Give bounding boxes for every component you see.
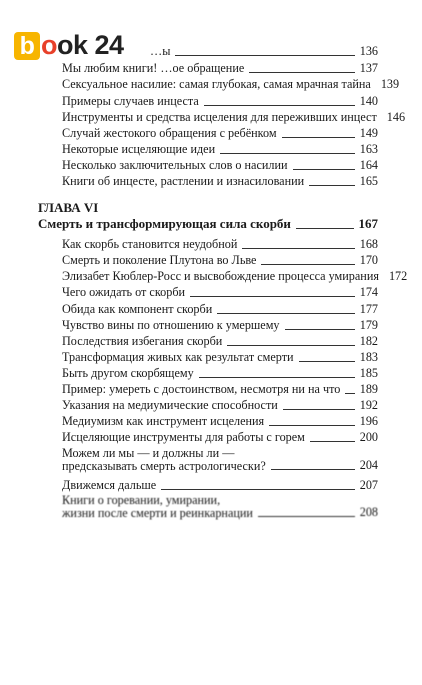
leader-line <box>309 185 355 186</box>
toc-entry-title-line1: Книги о горевании, умирании, <box>62 493 221 507</box>
toc-entry-title: Смерть и поколение Плутона во Льве <box>62 253 257 267</box>
toc-entry-page: 164 <box>359 158 378 172</box>
toc-entry-title: Книги об инцесте, растлении и изнасиловании <box>62 174 305 188</box>
toc-entry-multiline <box>62 494 378 520</box>
toc-entry-title <box>62 494 253 520</box>
toc-entry <box>62 61 378 76</box>
toc-entry-page: 183 <box>359 350 378 364</box>
toc-entry <box>62 478 378 493</box>
toc-entry <box>62 110 406 125</box>
toc-entry-title-line2: жизни после смерти и реинкарнации <box>62 506 253 520</box>
toc-entry-title-line2: предсказывать смерть астрологически? <box>62 459 266 473</box>
toc-entry-page: 140 <box>359 94 378 108</box>
toc-entry <box>62 350 378 365</box>
toc-entry-title: Чувство вины по отношению к умершему <box>62 318 280 332</box>
toc-entry <box>62 174 378 189</box>
toc-entry <box>62 430 378 445</box>
toc-entry-title-line1: Можем ли мы — и должны ли — <box>62 446 235 460</box>
logo-text: ok 24 <box>57 30 124 60</box>
toc-entry <box>62 237 378 252</box>
toc-entry-title <box>62 447 266 473</box>
toc-entry-title: Пример: умереть с достоинством, несмотря ни на что <box>62 382 341 396</box>
logo-b-icon: b <box>14 32 40 60</box>
toc-entry-page: 182 <box>359 334 378 348</box>
toc-entry-title: Трансформация живых как результат смерти <box>62 350 294 364</box>
toc-entry-page: 204 <box>359 458 378 472</box>
leader-line <box>296 228 354 229</box>
toc-entry-page: 208 <box>359 505 378 519</box>
toc-entry <box>62 302 378 317</box>
leader-line <box>345 393 354 394</box>
leader-line <box>269 425 355 426</box>
toc-entry-title: Обида как компонент скорби <box>62 302 213 316</box>
leader-line <box>293 169 355 170</box>
toc-entry-title: Последствия избегания скорби <box>62 334 223 348</box>
chapter-page: 167 <box>358 216 378 231</box>
toc-entry-multiline <box>62 447 378 473</box>
leader-line <box>190 296 355 297</box>
toc-entry <box>62 334 378 349</box>
toc-entry-title: Как скорбь становится неудобной <box>62 237 238 251</box>
toc-entry <box>62 414 378 429</box>
leader-line <box>199 377 355 378</box>
toc-entry-page: 163 <box>359 142 378 156</box>
leader-line <box>242 248 354 249</box>
toc-entry <box>62 158 378 173</box>
toc-entry-title: …ы <box>150 44 171 58</box>
leader-line <box>249 72 354 73</box>
toc-entry <box>62 269 408 284</box>
toc-entry-page: 146 <box>386 110 406 124</box>
toc-entry-title: Движемся дальше <box>62 478 157 492</box>
toc-entry <box>62 318 378 333</box>
toc-entry-title: Чего ожидать от скорби <box>62 285 186 299</box>
leader-line <box>299 361 355 362</box>
toc-entry-page: 189 <box>359 382 378 396</box>
toc-entry <box>62 398 378 413</box>
toc-entry-title: Сексуальное насилие: самая глубокая, самая мрачная тайна <box>62 77 371 91</box>
toc-entry-title: Несколько заключительных слов о насилии <box>62 158 288 172</box>
toc-entry-page: 139 <box>380 77 400 91</box>
toc-entry-page: 172 <box>388 269 408 283</box>
toc-entry-page: 200 <box>359 430 378 444</box>
toc-entry-page: 174 <box>359 285 378 299</box>
toc-entry-title: Инструменты и средства исцеления для переживших инцест <box>62 110 377 124</box>
toc-entry-page: 196 <box>359 414 378 428</box>
toc-entry-title: Указания на медиумические способности <box>62 398 278 412</box>
leader-line <box>227 345 354 346</box>
toc-entry-page: 179 <box>359 318 378 332</box>
leader-line <box>310 441 355 442</box>
chapter-title: Смерть и трансформирующая сила скорби <box>38 216 291 231</box>
toc-entry-page: 149 <box>359 126 378 140</box>
leader-line <box>161 489 355 490</box>
leader-line <box>258 516 355 517</box>
toc-entry <box>62 285 378 300</box>
leader-line <box>285 329 355 330</box>
toc-entry <box>62 253 378 268</box>
toc-entry-title: Мы любим книги! …ое обращение <box>62 61 245 75</box>
leader-line <box>261 264 354 265</box>
leader-line <box>271 469 355 470</box>
toc-entry <box>62 94 378 109</box>
toc-entry-page: 185 <box>359 366 378 380</box>
leader-line <box>217 313 354 314</box>
toc-entry-title: Элизабет Кюблер-Росс и высвобождение процесса умирания <box>62 269 379 283</box>
toc-entry <box>62 366 378 381</box>
toc-entry <box>62 77 400 92</box>
leader-line <box>204 105 355 106</box>
toc-entry <box>62 142 378 157</box>
toc-entry <box>62 382 378 397</box>
leader-line <box>175 55 354 56</box>
logo-o: o <box>41 30 57 60</box>
toc-entry <box>62 44 378 59</box>
toc-entry-page: 170 <box>359 253 378 267</box>
toc-entry-page: 177 <box>359 302 378 316</box>
toc-entry-title: Медиумизм как инструмент исцеления <box>62 414 265 428</box>
toc-entry-title: Исцеляющие инструменты для работы с горем <box>62 430 305 444</box>
leader-line <box>283 409 355 410</box>
toc-entry-title: Примеры случаев инцеста <box>62 94 199 108</box>
toc-entry-page: 207 <box>359 478 378 492</box>
leader-line <box>220 153 355 154</box>
toc-entry-title: Некоторые исцеляющие идеи <box>62 142 216 156</box>
toc-entry-title: Случай жестокого обращения с ребёнком <box>62 126 277 140</box>
toc-entry <box>62 126 378 141</box>
chapter-title-row <box>38 216 378 232</box>
toc-entry-title: Быть другом скорбящему <box>62 366 194 380</box>
toc-entry-page: 168 <box>359 237 378 251</box>
chapter-heading: ГЛАВА VI <box>38 200 99 215</box>
toc-entry-page: 136 <box>359 44 378 58</box>
leader-line <box>282 137 355 138</box>
toc-entry-page: 192 <box>359 398 378 412</box>
toc-entry-page: 165 <box>359 174 378 188</box>
toc-entry-page: 137 <box>359 61 378 75</box>
